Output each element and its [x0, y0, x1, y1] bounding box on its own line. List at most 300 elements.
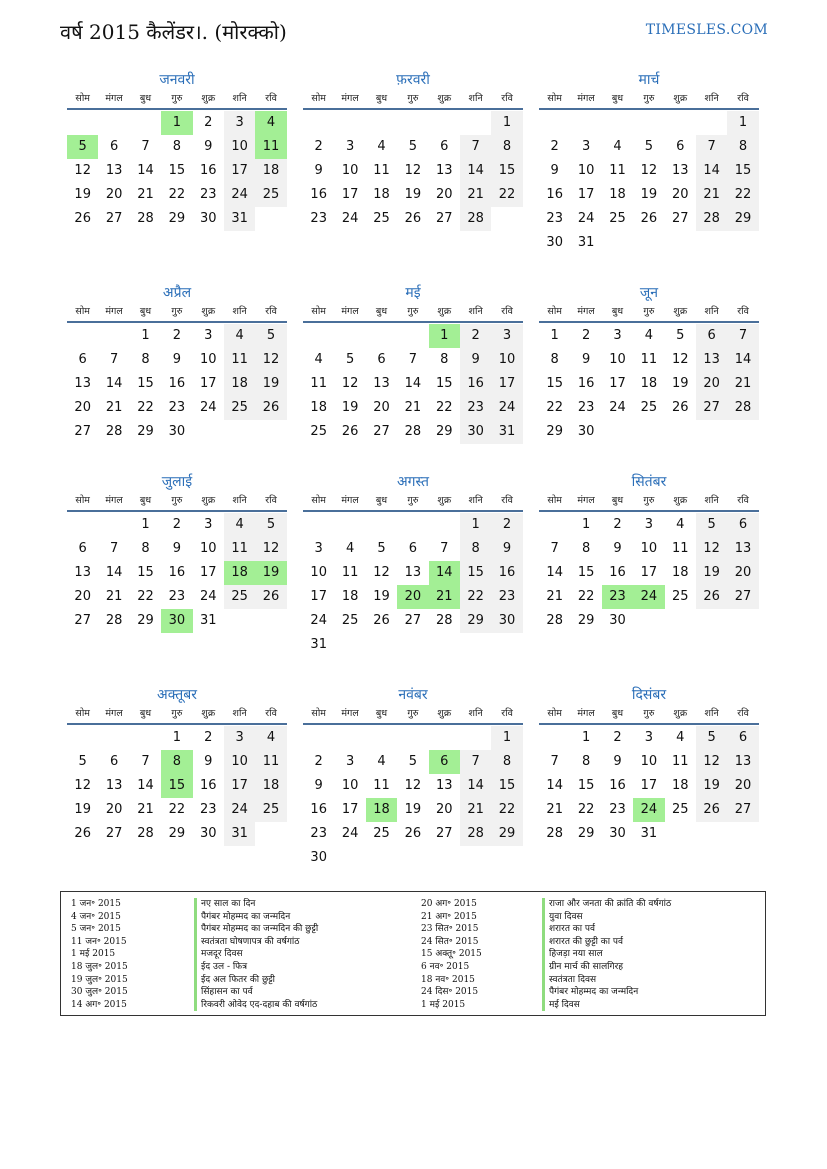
day-cell: 13 [74, 376, 91, 391]
month-name: जनवरी [159, 72, 195, 88]
day-cell: 19 [404, 187, 422, 202]
day-cell: 16 [168, 376, 186, 391]
day-cell: 3 [613, 328, 622, 343]
day-cell: 18 [373, 187, 390, 202]
day-cell: 12 [74, 778, 91, 793]
day-cell: 3 [581, 139, 591, 154]
day-cell: 28 [404, 424, 422, 439]
holiday-date: 18 जुल॰ 2015 [71, 961, 128, 972]
day-cell: 11 [341, 565, 359, 580]
empty-cell [429, 111, 460, 135]
day-cell: 21 [696, 183, 727, 207]
empty-cell [460, 726, 491, 750]
empty-cell [334, 324, 365, 348]
day-cell: 16 [199, 778, 217, 793]
weekday-header [303, 492, 523, 512]
day-cell: 24 [341, 211, 359, 226]
day-cell: 9 [204, 139, 213, 154]
weekday-label: मंगल [105, 708, 123, 719]
month-12 [539, 685, 759, 846]
empty-cell [633, 111, 664, 135]
day-cell: 28 [460, 207, 491, 231]
day-cell: 29 [546, 424, 563, 439]
holiday-day-cell: 19 [255, 561, 286, 585]
day-cell: 30 [199, 211, 217, 226]
day-cell: 16 [609, 778, 626, 793]
day-cell: 30 [609, 826, 626, 841]
weekday-label: रवि [501, 495, 513, 506]
day-cell: 9 [550, 163, 559, 178]
day-cell: 24 [310, 613, 327, 628]
day-cell: 17 [341, 802, 359, 817]
weekday-label: रवि [265, 93, 277, 104]
day-cell: 15 [435, 376, 453, 391]
day-cell: 1 [491, 111, 522, 135]
day-cell: 29 [491, 822, 522, 846]
day-cell: 6 [440, 139, 449, 154]
day-cell: 22 [546, 400, 563, 415]
day-cell: 1 [581, 517, 591, 532]
day-cell: 11 [373, 163, 390, 178]
month-6 [539, 283, 759, 444]
holiday-day-cell: 1 [161, 111, 192, 135]
weekday-label: बुध [139, 495, 152, 506]
weekday-label: गुरु [171, 306, 183, 317]
holiday-day-cell: 24 [633, 585, 664, 609]
day-cell: 31 [640, 826, 658, 841]
day-cell: 25 [224, 396, 255, 420]
weekday-header [303, 303, 523, 323]
day-cell: 23 [310, 826, 327, 841]
day-cell: 9 [314, 778, 323, 793]
day-cell: 18 [255, 774, 286, 798]
holiday-dates-left [71, 898, 128, 1011]
day-cell: 27 [373, 424, 390, 439]
month-4 [67, 283, 287, 444]
day-cell: 16 [199, 163, 217, 178]
day-grid [539, 111, 759, 255]
day-cell: 21 [727, 372, 758, 396]
day-cell: 4 [224, 513, 255, 537]
day-cell: 1 [141, 328, 150, 343]
weekday-label: शनि [232, 306, 247, 317]
day-cell: 9 [172, 352, 181, 367]
weekday-label: बुध [375, 93, 388, 104]
holiday-date: 15 अक्तू॰ 2015 [421, 949, 482, 960]
empty-cell [366, 111, 397, 135]
holiday-date: 4 जन॰ 2015 [71, 911, 121, 922]
day-cell: 26 [671, 400, 689, 415]
day-cell: 6 [408, 541, 417, 556]
holiday-day-cell: 20 [397, 585, 428, 609]
holiday-day-cell: 8 [161, 750, 192, 774]
day-cell: 19 [671, 376, 689, 391]
day-cell: 30 [199, 826, 217, 841]
day-cell: 22 [460, 585, 491, 609]
holiday-date: 20 अग॰ 2015 [421, 899, 477, 909]
day-cell: 4 [345, 541, 355, 556]
day-cell: 5 [696, 726, 727, 750]
day-cell: 22 [168, 187, 186, 202]
day-cell: 8 [581, 754, 591, 769]
day-cell: 8 [581, 541, 591, 556]
holiday-names-right [542, 898, 671, 1011]
day-cell: 25 [224, 585, 255, 609]
empty-cell [98, 111, 129, 135]
day-cell: 22 [137, 400, 154, 415]
day-cell: 4 [613, 139, 622, 154]
day-cell: 21 [546, 802, 563, 817]
day-cell: 18 [671, 565, 689, 580]
day-cell: 21 [460, 183, 491, 207]
weekday-label: सोम [547, 93, 562, 104]
holiday-day-cell: 23 [602, 585, 633, 609]
day-cell: 18 [310, 400, 327, 415]
day-cell: 26 [404, 826, 422, 841]
month-name: अक्तूबर [157, 687, 197, 703]
day-cell: 6 [109, 754, 119, 769]
weekday-label: गुरु [643, 306, 655, 317]
day-cell: 9 [460, 348, 491, 372]
day-cell: 28 [727, 396, 758, 420]
day-cell: 28 [105, 613, 123, 628]
day-cell: 31 [224, 822, 255, 846]
day-cell: 19 [341, 400, 359, 415]
weekday-label: मंगल [341, 495, 359, 506]
day-cell: 12 [671, 352, 689, 367]
day-cell: 13 [435, 163, 453, 178]
weekday-header [539, 705, 759, 725]
day-cell: 5 [644, 139, 653, 154]
weekday-label: शनि [232, 495, 247, 506]
day-cell: 26 [341, 424, 359, 439]
day-cell: 31 [577, 235, 595, 250]
day-cell: 4 [644, 328, 653, 343]
day-cell: 22 [137, 589, 154, 604]
day-cell: 22 [577, 802, 595, 817]
holiday-name: रिकवरी ओवेद एद-दहाब की वर्षगांठ [194, 999, 318, 1012]
holiday-date: 23 सित॰ 2015 [421, 924, 479, 935]
holiday-date: 21 अग॰ 2015 [421, 911, 477, 922]
day-cell: 17 [640, 778, 658, 793]
empty-cell [67, 111, 98, 135]
day-cell: 3 [644, 517, 653, 532]
empty-cell [98, 324, 129, 348]
holiday-name: स्वतंत्रता दिवस [542, 974, 671, 987]
weekday-label: मंगल [577, 93, 595, 104]
holiday-day-cell: 18 [366, 798, 397, 822]
day-cell: 7 [408, 352, 417, 367]
weekday-label: शुक्र [437, 306, 452, 317]
day-cell: 16 [577, 376, 595, 391]
holiday-day-cell: 18 [224, 561, 255, 585]
day-cell: 11 [310, 376, 327, 391]
day-cell: 26 [373, 613, 390, 628]
holiday-name: शरारत की छुट्टी का पर्व [542, 936, 671, 949]
day-cell: 15 [546, 376, 563, 391]
day-cell: 11 [255, 750, 286, 774]
day-grid [303, 324, 523, 444]
weekday-label: गुरु [171, 93, 183, 104]
day-cell: 25 [640, 400, 658, 415]
day-cell: 2 [172, 517, 181, 532]
day-cell: 4 [314, 352, 323, 367]
weekday-label: शनि [704, 708, 719, 719]
holiday-name: ईद उल - फित्र [194, 961, 318, 974]
month-2 [303, 70, 523, 231]
day-cell: 3 [224, 726, 255, 750]
day-cell: 6 [727, 726, 758, 750]
day-cell: 19 [255, 372, 286, 396]
holiday-day-cell: 11 [255, 135, 286, 159]
day-cell: 13 [105, 163, 123, 178]
day-cell: 10 [491, 348, 522, 372]
holiday-date: 30 जुल॰ 2015 [71, 987, 128, 998]
day-cell: 11 [609, 163, 626, 178]
month-7 [67, 472, 287, 633]
day-cell: 12 [696, 750, 727, 774]
day-cell: 17 [341, 187, 359, 202]
empty-cell [98, 726, 129, 750]
day-cell: 10 [224, 750, 255, 774]
weekday-label: मंगल [341, 306, 359, 317]
holiday-date: 19 जुल॰ 2015 [71, 974, 128, 985]
day-cell: 3 [204, 328, 213, 343]
holiday-date: 11 जन॰ 2015 [71, 936, 127, 947]
holiday-name: मजदूर दिवस [194, 948, 318, 961]
day-cell: 6 [377, 352, 386, 367]
weekday-label: सोम [75, 495, 90, 506]
day-cell: 4 [377, 754, 386, 769]
weekday-label: गुरु [643, 93, 655, 104]
day-cell: 31 [491, 420, 522, 444]
holiday-day-cell: 14 [429, 561, 460, 585]
weekday-label: शुक्र [201, 306, 216, 317]
holiday-date: 24 सित॰ 2015 [421, 936, 479, 947]
empty-cell [67, 324, 98, 348]
holiday-day-cell: 5 [67, 135, 98, 159]
day-cell: 2 [613, 517, 622, 532]
day-cell: 30 [168, 424, 186, 439]
day-cell: 17 [640, 565, 658, 580]
day-cell: 12 [404, 778, 422, 793]
day-cell: 2 [204, 115, 213, 130]
holiday-name: राजा और जनता की क्रांति की वर्षगांठ [542, 898, 671, 911]
day-cell: 29 [137, 613, 154, 628]
day-cell: 27 [696, 396, 727, 420]
weekday-label: गुरु [171, 708, 183, 719]
day-cell: 22 [491, 183, 522, 207]
day-cell: 24 [224, 798, 255, 822]
day-cell: 23 [199, 187, 217, 202]
day-cell: 29 [168, 211, 186, 226]
day-cell: 17 [199, 376, 217, 391]
day-cell: 8 [172, 139, 181, 154]
empty-cell [98, 513, 129, 537]
weekday-label: बुध [611, 93, 624, 104]
holiday-dates-right [421, 898, 482, 1011]
day-cell: 19 [696, 561, 727, 585]
weekday-label: शुक्र [201, 495, 216, 506]
day-cell: 1 [491, 726, 522, 750]
empty-cell [303, 111, 334, 135]
month-name: मार्च [638, 72, 660, 88]
day-cell: 3 [345, 139, 355, 154]
holiday-name: मई दिवस [542, 999, 671, 1012]
empty-cell [696, 111, 727, 135]
day-cell: 8 [460, 537, 491, 561]
day-cell: 4 [224, 324, 255, 348]
day-cell: 7 [696, 135, 727, 159]
day-cell: 12 [255, 537, 286, 561]
site-link[interactable]: TIMESLES.COM [645, 22, 768, 38]
day-cell: 3 [314, 541, 323, 556]
weekday-label: रवि [737, 93, 749, 104]
holiday-name: सिंहासन का पर्व [194, 986, 318, 999]
weekday-label: मंगल [577, 306, 595, 317]
day-grid [67, 111, 287, 231]
day-cell: 13 [105, 778, 123, 793]
weekday-label: शुक्र [437, 708, 452, 719]
weekday-header [539, 303, 759, 323]
day-cell: 16 [546, 187, 563, 202]
day-cell: 20 [105, 802, 123, 817]
day-cell: 27 [74, 613, 91, 628]
day-cell: 15 [491, 159, 522, 183]
day-cell: 30 [460, 420, 491, 444]
day-cell: 25 [671, 802, 689, 817]
day-cell: 28 [460, 822, 491, 846]
day-cell: 15 [137, 565, 154, 580]
day-cell: 19 [404, 802, 422, 817]
day-cell: 2 [460, 324, 491, 348]
day-cell: 20 [74, 589, 91, 604]
day-cell: 23 [168, 589, 186, 604]
holiday-name: पैगंबर मोहम्मद का जन्मदिन [194, 911, 318, 924]
holiday-date: 18 नव॰ 2015 [421, 974, 475, 985]
weekday-label: बुध [611, 495, 624, 506]
empty-cell [67, 513, 98, 537]
day-cell: 3 [644, 730, 653, 745]
weekday-label: सोम [311, 495, 326, 506]
day-cell: 1 [581, 730, 591, 745]
holiday-names-left [194, 898, 318, 1011]
day-cell: 24 [199, 400, 217, 415]
day-cell: 13 [435, 778, 453, 793]
day-cell: 29 [435, 424, 453, 439]
day-cell: 22 [168, 802, 186, 817]
day-cell: 5 [408, 139, 417, 154]
day-cell: 28 [137, 211, 154, 226]
empty-cell [665, 111, 696, 135]
weekday-header [303, 705, 523, 725]
day-cell: 12 [341, 376, 359, 391]
weekday-header [67, 303, 287, 323]
day-cell: 18 [609, 187, 626, 202]
day-cell: 6 [78, 352, 87, 367]
day-cell: 29 [168, 826, 186, 841]
weekday-label: सोम [547, 495, 562, 506]
day-cell: 14 [727, 348, 758, 372]
empty-cell [334, 513, 365, 537]
month-11 [303, 685, 523, 870]
day-grid [539, 513, 759, 633]
day-cell: 2 [172, 328, 181, 343]
day-cell: 12 [74, 163, 91, 178]
empty-cell [303, 324, 334, 348]
day-cell: 16 [460, 372, 491, 396]
day-cell: 21 [105, 589, 123, 604]
weekday-header [67, 492, 287, 512]
empty-cell [429, 513, 460, 537]
day-cell: 21 [137, 802, 154, 817]
day-cell: 19 [74, 802, 91, 817]
holiday-date: 5 जन॰ 2015 [71, 924, 121, 935]
day-cell: 1 [460, 513, 491, 537]
day-cell: 18 [671, 778, 689, 793]
empty-cell [539, 726, 570, 750]
day-cell: 6 [727, 513, 758, 537]
day-cell: 17 [577, 187, 595, 202]
day-cell: 27 [404, 613, 422, 628]
day-cell: 3 [224, 111, 255, 135]
day-cell: 23 [199, 802, 217, 817]
day-cell: 4 [676, 730, 685, 745]
empty-cell [366, 726, 397, 750]
weekday-label: बुध [139, 708, 152, 719]
day-cell: 5 [255, 324, 286, 348]
day-cell: 11 [671, 754, 689, 769]
day-cell: 17 [199, 565, 217, 580]
weekday-label: रवि [265, 708, 277, 719]
weekday-label: मंगल [105, 306, 123, 317]
empty-cell [397, 726, 428, 750]
day-cell: 8 [440, 352, 449, 367]
day-cell: 13 [671, 163, 689, 178]
day-cell: 18 [255, 159, 286, 183]
day-cell: 3 [204, 517, 213, 532]
month-1 [67, 70, 287, 231]
day-cell: 7 [141, 754, 150, 769]
weekday-label: मंगल [341, 93, 359, 104]
weekday-label: सोम [75, 708, 90, 719]
day-cell: 7 [550, 754, 559, 769]
day-cell: 20 [435, 802, 453, 817]
month-name: सितंबर [631, 474, 667, 490]
day-cell: 24 [609, 400, 626, 415]
day-cell: 11 [224, 348, 255, 372]
month-name: जुलाई [161, 474, 193, 490]
weekday-label: मंगल [105, 93, 123, 104]
day-cell: 15 [727, 159, 758, 183]
day-cell: 21 [404, 400, 422, 415]
day-cell: 13 [373, 376, 390, 391]
day-cell: 23 [609, 802, 626, 817]
empty-cell [67, 726, 98, 750]
day-cell: 2 [581, 328, 591, 343]
day-cell: 12 [373, 565, 390, 580]
weekday-label: गुरु [643, 708, 655, 719]
day-cell: 14 [460, 159, 491, 183]
day-cell: 6 [109, 139, 119, 154]
weekday-label: शुक्र [201, 708, 216, 719]
day-cell: 24 [199, 589, 217, 604]
empty-cell [130, 111, 161, 135]
day-cell: 15 [168, 163, 186, 178]
day-cell: 5 [255, 513, 286, 537]
day-cell: 2 [491, 513, 522, 537]
day-cell: 13 [727, 537, 758, 561]
